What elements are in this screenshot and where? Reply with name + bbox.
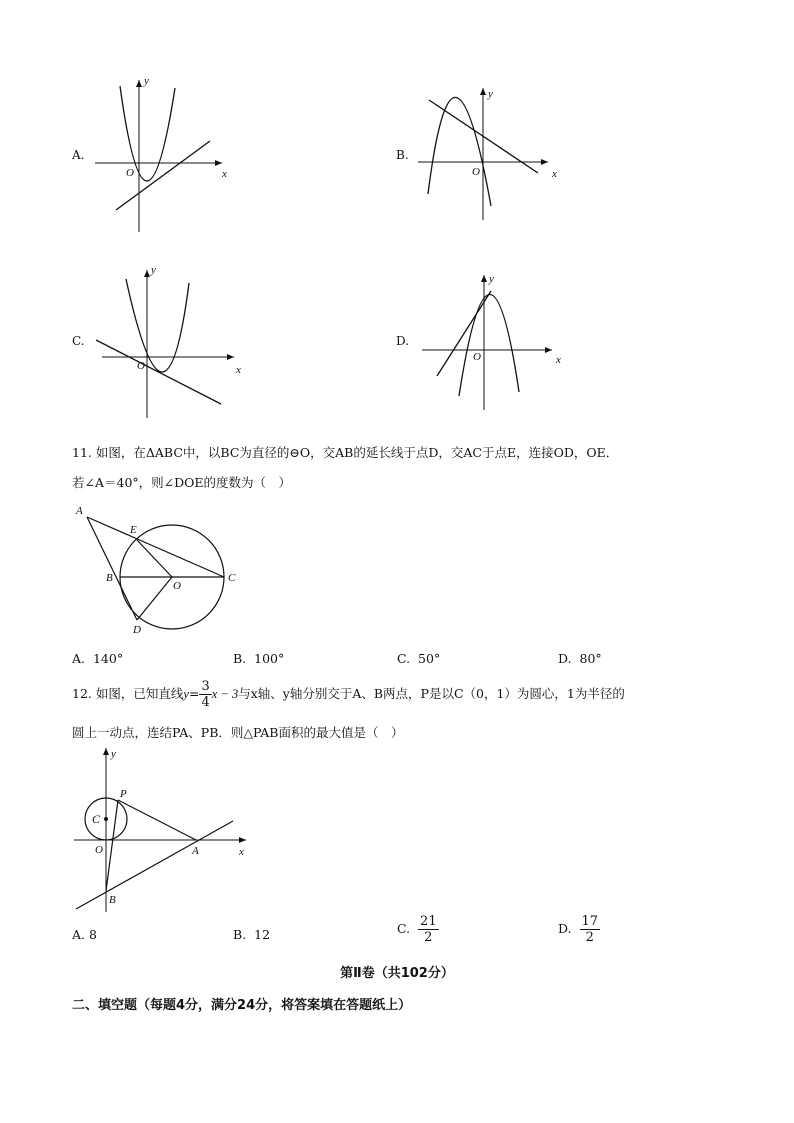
section2-title: 二、填空题（每题4分，满分24分，将答案填在答题纸上） <box>72 998 412 1013</box>
q12-label-b: B <box>109 894 116 906</box>
option-c-x-label: x <box>236 364 241 376</box>
q11-label-c: C <box>228 572 236 584</box>
q11-choice-c: C. 50° <box>397 651 441 666</box>
option-c-origin: O <box>137 360 145 372</box>
q11-stem-line2: 若∠A＝40°，则∠DOE的度数为（ ） <box>72 475 292 490</box>
part2-title: 第Ⅱ卷（共102分） <box>340 966 454 981</box>
q12-choice-d: D. $\frac{17}{2}$ <box>558 914 599 945</box>
q11-label-a: A <box>76 505 83 517</box>
q11-choice-a: A. 140° <box>72 651 124 666</box>
option-a-label: A. <box>72 148 85 162</box>
q12-stem-line2: 圆上一动点，连结PA、PB．则△PAB面积的最大值是（ ） <box>72 725 404 740</box>
q11-choice-d: D. 80° <box>558 651 602 666</box>
q12-label-x: x <box>239 846 244 858</box>
eq-y: y <box>183 687 189 701</box>
q12-label-o: O <box>95 844 103 856</box>
q12-choice-b: B. 12 <box>233 927 271 942</box>
option-a-origin: O <box>126 167 134 179</box>
q12-label-p: P <box>120 788 127 800</box>
option-b-label: B. <box>396 148 409 162</box>
option-b-origin: O <box>472 166 480 178</box>
q12-choice-a: A. 8 <box>72 927 97 942</box>
q12-number: 12. <box>72 686 92 701</box>
q12-label-a: A <box>192 845 199 857</box>
q11-label-d: D <box>133 624 141 636</box>
q11-stem-text: 如图，在ΔABC中，以BC为直径的⊖O，交AB的延长线于点D，交AC于点E，连接OD，OE． <box>95 445 619 460</box>
q11-label-o: O <box>173 580 181 592</box>
q11-choice-b: B. 100° <box>233 651 285 666</box>
option-d-x-label: x <box>556 354 561 366</box>
option-a-x-label: x <box>222 168 227 180</box>
q12-stem-line1: 12. 如图，已知直线y= $\frac{3}{4}$ x − 3与x轴、y轴分别交于A、B两点，P是以C（0，1）为圆心，1为半径的 <box>72 679 625 710</box>
option-d-label: D. <box>396 334 410 348</box>
q11-number: 11. <box>72 445 92 460</box>
q11-label-e: E <box>130 524 137 536</box>
q12-label-y: y <box>111 748 116 760</box>
option-a-y-label: y <box>144 75 149 87</box>
eq-fraction: $\frac{3}{4}$ <box>201 679 210 710</box>
option-c-y-label: y <box>151 264 156 276</box>
q12-choice-c: C. $\frac{21}{2}$ <box>397 914 437 945</box>
q11-label-b: B <box>106 572 113 584</box>
option-b-x-label: x <box>552 168 557 180</box>
option-c-label: C. <box>72 334 85 348</box>
option-b-y-label: y <box>488 88 493 100</box>
option-d-y-label: y <box>489 273 494 285</box>
q12-label-c: C <box>92 812 101 826</box>
option-d-origin: O <box>473 351 481 363</box>
